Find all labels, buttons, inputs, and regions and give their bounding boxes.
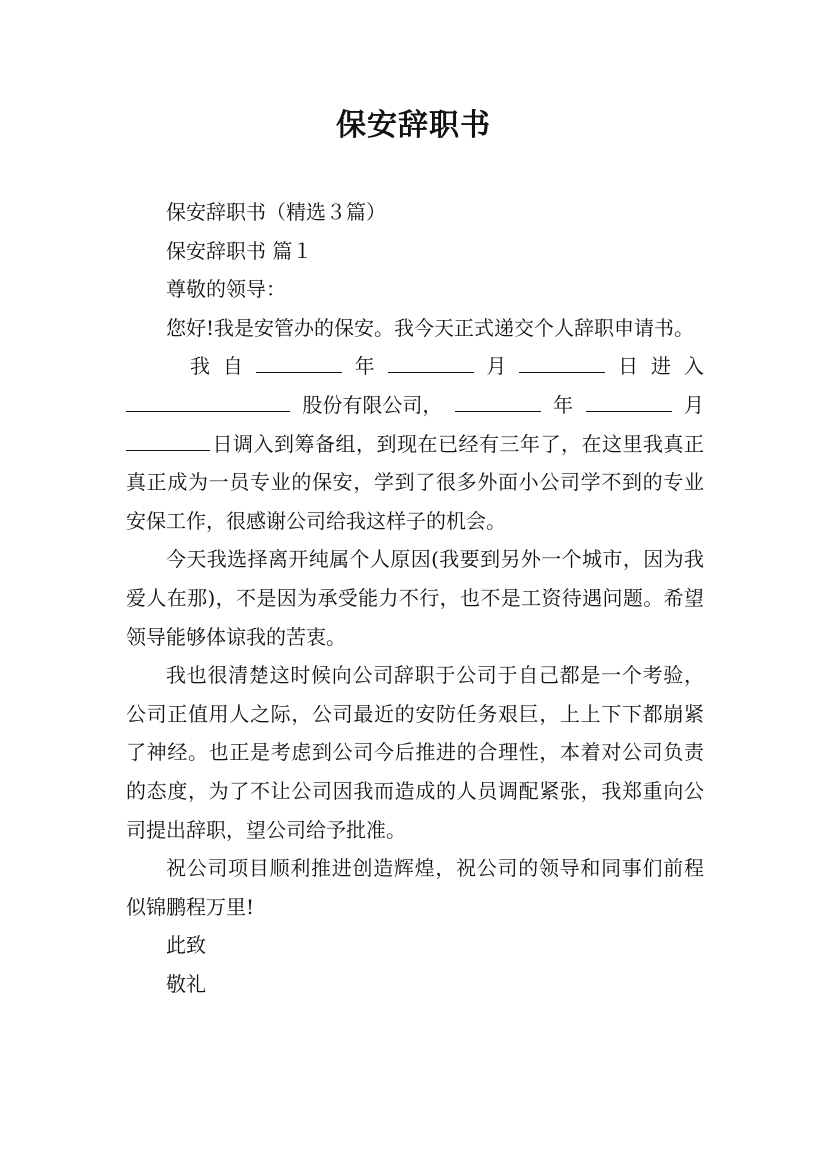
document-title: 保安辞职书 [336,108,491,143]
fill-blank [126,389,290,412]
text-segment: 日调入到筹备组，到现在已经有三年了，在这里我真正真正成为一员专业的保安，学到了很多外面小公司学不到的专业安保工作，很感谢公司给我这样子的机会。 [126,431,704,533]
text-segment: 月 [683,392,704,417]
fill-blank [256,350,342,373]
fill-blank [126,428,210,451]
salutation-line: 尊敬的领导： [166,277,286,302]
fill-blank [519,350,605,373]
section-line: 保安辞职书 篇１ [166,238,313,263]
paragraph-2-line-1 [126,347,704,386]
text-segment: 年 [553,392,574,417]
text-segment: 进 [651,354,671,379]
paragraph-2-line-2 [126,386,704,425]
fill-blank [455,389,541,412]
document-body [126,193,704,1003]
text-segment: 自 [222,354,243,379]
text-segment: 日 [618,354,639,379]
closing-line-2: 敬礼 [166,971,206,996]
paragraph-1: 您好!我是安管办的保安。我今天正式递交个人辞职申请书。 [166,315,695,340]
text-segment: 年 [354,354,375,379]
text-segment: 我 [190,354,210,379]
text-segment: 月 [486,354,507,379]
closing-line-1: 此致 [166,933,206,958]
fill-blank [586,389,672,412]
text-segment: 入 [683,354,704,379]
text-segment: 股份有限公司， [302,392,443,417]
subtitle-line: 保安辞职书（精选３篇） [166,200,386,224]
paragraph-3: 今天我选择离开纯属个人原因(我要到另外一个城市，因为我爱人在那)，不是因为承受能力不行，也不是工资待遇问题。希望领导能够体谅我的苦衷。 [126,547,704,649]
fill-blank [388,350,474,373]
paragraph-5: 祝公司项目顺利推进创造辉煌，祝公司的领导和同事们前程似锦鹏程万里! [126,856,704,919]
paragraph-2-continued [126,425,704,541]
paragraph-4: 我也很清楚这时候向公司辞职于公司于自己都是一个考验，公司正值用人之际，公司最近的安防任务艰巨，上上下下都崩紧了神经。也正是考虑到公司今后推进的合理性，本着对公司负责的态度，为了不让公司因我而造成的人员调配紧张，我郑重向公司提出辞职，望公司给予批准。 [126,663,704,842]
